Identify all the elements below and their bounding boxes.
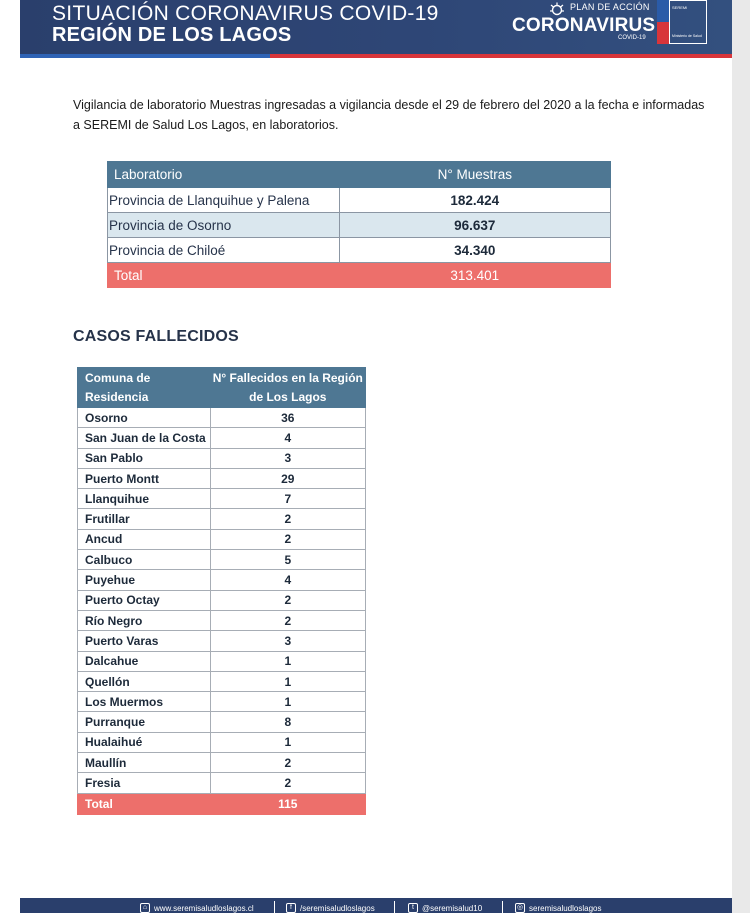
deaths-table (77, 367, 366, 815)
footer-instagram[interactable] (515, 903, 601, 913)
fallecidos-cell: 2 (210, 509, 365, 529)
fallecidos-cell: 2 (210, 753, 365, 773)
table-row (78, 489, 366, 509)
coronavirus-label: CORONAVIRUS (512, 15, 656, 36)
footer-facebook[interactable] (286, 903, 375, 913)
table-row (78, 671, 366, 691)
comuna-cell: Ancud (78, 529, 211, 549)
footer-twitter[interactable] (408, 903, 482, 913)
comuna-cell: Osorno (78, 408, 211, 428)
lab-name-cell: Provincia de Chiloé (108, 238, 340, 263)
seremi-logo-box (669, 0, 707, 44)
plan-label: PLAN DE ACCIÓN (570, 2, 650, 12)
comuna-cell: Frutillar (78, 509, 211, 529)
table-row (78, 732, 366, 752)
table-row (78, 753, 366, 773)
comuna-cell: Los Muermos (78, 692, 211, 712)
intro-paragraph: Vigilancia de laboratorio Muestras ingresadas a vigilancia desde el 29 de febrero del 2020 a la fecha e informadas a SEREMI de Salud Los Lagos, en laboratorios. (73, 98, 705, 132)
header-stripe (20, 54, 732, 58)
plan-de-accion-logo (510, 0, 656, 44)
comuna-cell: Puerto Varas (78, 631, 211, 651)
comuna-cell: San Pablo (78, 448, 211, 468)
comuna-cell: Calbuco (78, 550, 211, 570)
lab-name-cell: Provincia de Llanquihue y Palena (108, 188, 340, 213)
table-row (78, 712, 366, 732)
lab-value-cell: 34.340 (339, 238, 610, 263)
comuna-cell: Dalcahue (78, 651, 211, 671)
table-header-row (108, 162, 611, 188)
seremi-logo-text: SEREMI (672, 5, 688, 10)
lab-value-cell: 96.637 (339, 213, 610, 238)
laboratory-samples-table (107, 161, 611, 288)
fallecidos-cell: 2 (210, 773, 365, 793)
footer-website[interactable] (140, 903, 254, 913)
seremi-logo-subtext: Ministerio de Salud (672, 34, 702, 38)
column-header-fallecidos: N° Fallecidos en la Región de Los Lagos (210, 368, 365, 408)
total-value-cell: 115 (210, 793, 365, 814)
comuna-cell: Llanquihue (78, 489, 211, 509)
fallecidos-cell: 3 (210, 631, 365, 651)
fallecidos-cell: 2 (210, 529, 365, 549)
fallecidos-cell: 1 (210, 692, 365, 712)
comuna-cell: Puyehue (78, 570, 211, 590)
header-banner (20, 0, 732, 58)
comuna-cell: Quellón (78, 671, 211, 691)
table-row (78, 408, 366, 428)
column-header-laboratorio: Laboratorio (108, 162, 340, 188)
column-header-muestras: N° Muestras (339, 162, 610, 188)
table-row (78, 448, 366, 468)
fallecidos-cell: 36 (210, 408, 365, 428)
page-margin-left (0, 0, 20, 913)
table-row (78, 631, 366, 651)
fallecidos-cell: 4 (210, 570, 365, 590)
table-row (108, 213, 611, 238)
footer-twitter-label: @seremisalud10 (422, 903, 483, 913)
lab-value-cell: 182.424 (339, 188, 610, 213)
comuna-cell: Maullín (78, 753, 211, 773)
table-row (78, 692, 366, 712)
table-total-row (108, 263, 611, 288)
footer-divider (394, 901, 395, 913)
seremi-logo (657, 0, 707, 44)
fallecidos-cell: 2 (210, 610, 365, 630)
lab-name-cell: Provincia de Osorno (108, 213, 340, 238)
column-header-comuna: Comuna de Residencia (78, 368, 211, 408)
footer-website-label: www.seremisaludloslagos.cl (154, 903, 254, 913)
table-row (78, 428, 366, 448)
total-value-cell: 313.401 (339, 263, 610, 288)
total-label-cell: Total (108, 263, 340, 288)
fallecidos-cell: 5 (210, 550, 365, 570)
footer-divider (502, 901, 503, 913)
table-header-row (78, 368, 366, 408)
footer-bar (20, 898, 732, 913)
table-row (78, 610, 366, 630)
fallecidos-cell: 2 (210, 590, 365, 610)
footer-facebook-label: /seremisaludloslagos (300, 903, 375, 913)
table-row (108, 188, 611, 213)
table-row (78, 509, 366, 529)
table-row (78, 550, 366, 570)
table-row (78, 570, 366, 590)
comuna-cell: Fresia (78, 773, 211, 793)
twitter-icon: t (408, 903, 418, 913)
fallecidos-cell: 1 (210, 651, 365, 671)
deaths-section-title: CASOS FALLECIDOS (73, 328, 239, 345)
table-total-row (78, 793, 366, 814)
footer-divider (274, 901, 275, 913)
table-row (78, 773, 366, 793)
comuna-cell: Río Negro (78, 610, 211, 630)
table-row (78, 529, 366, 549)
table-row (78, 590, 366, 610)
deaths-table-body (78, 408, 366, 815)
comuna-cell: Puerto Octay (78, 590, 211, 610)
fallecidos-cell: 29 (210, 468, 365, 488)
comuna-cell: Purranque (78, 712, 211, 732)
total-label-cell: Total (78, 793, 211, 814)
fallecidos-cell: 1 (210, 732, 365, 752)
table-row (78, 468, 366, 488)
web-icon: ⌂ (140, 903, 150, 913)
facebook-icon: f (286, 903, 296, 913)
header-title-line1: SITUACIÓN CORONAVIRUS COVID-19 (52, 2, 439, 25)
table-row (78, 651, 366, 671)
covid-label: COVID-19 (618, 35, 646, 41)
comuna-cell: San Juan de la Costa (78, 428, 211, 448)
fallecidos-cell: 3 (210, 448, 365, 468)
comuna-cell: Hualaihué (78, 732, 211, 752)
table-row (108, 238, 611, 263)
fallecidos-cell: 7 (210, 489, 365, 509)
fallecidos-cell: 8 (210, 712, 365, 732)
fallecidos-cell: 1 (210, 671, 365, 691)
chile-flag-icon (657, 0, 669, 44)
header-title-line2: REGIÓN DE LOS LAGOS (52, 24, 292, 46)
page-margin-right (732, 0, 750, 913)
comuna-cell: Puerto Montt (78, 468, 211, 488)
footer-instagram-label: seremisaludloslagos (529, 903, 602, 913)
fallecidos-cell: 4 (210, 428, 365, 448)
instagram-icon: ◎ (516, 904, 524, 911)
